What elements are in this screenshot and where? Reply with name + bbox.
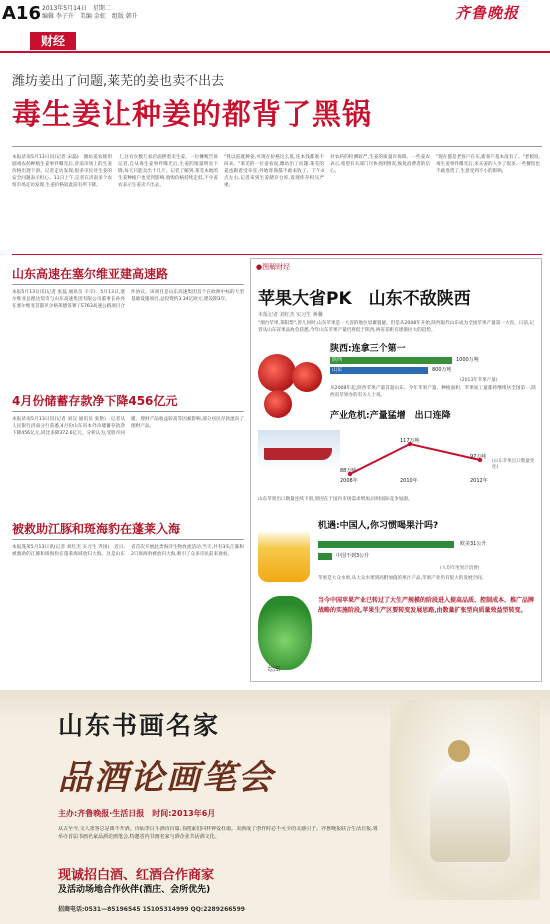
line-year: 2010年 xyxy=(400,478,418,484)
feature-conclusion: 当今中国苹果产业已转过了大生产规模的阶段进入提高品质、控制成本、推广品牌战略的实施阶段,苹果生产区要转变发展思路,由数量扩张型向质量效益型转变。 xyxy=(318,597,535,614)
bar-shaanxi xyxy=(330,357,452,364)
divider xyxy=(12,539,244,540)
bar-label: 陕西 xyxy=(332,357,343,363)
line-label: 117万吨 xyxy=(400,438,420,444)
article-body-dolphin: 本报蓬莱5月13日讯(记者 刘红杰 实习生 齐国) 近日,被救助的江豚和斑海豹在蓬莱海域放归大海。这是山东省首次开展此类海洋生物放流活动,当天,共有3头江豚和2只斑海豹被放归大海,吸引了众多市民前来观看。 xyxy=(12,545,244,557)
divider xyxy=(12,146,542,147)
feature-title: 苹果大省PK 山东不敌陕西 xyxy=(258,289,471,309)
line-label: 97万吨 xyxy=(470,454,487,460)
article-body-savings: 本报济南5月13日讯(记者 刘汉 通讯员 张艳) 记者从人民银行济南分行获悉,4月份山东省本外币储蓄存款净下降456亿元,同比多降372.6亿元。分析认为,受股市回暖、理财产品收益较高等因素影响,部分居民存款流向了理财产品。 xyxy=(12,417,244,436)
divider xyxy=(12,411,244,412)
ad-slogan-1: 现诚招白酒、红酒合作商家 xyxy=(58,868,215,883)
hbar-china xyxy=(318,553,332,560)
section-c-title: 机遇:中国人,你习惯喝果汁吗? xyxy=(318,521,439,531)
line-year: 2012年 xyxy=(470,478,488,484)
lead-headline: 毒生姜让种姜的都背了黑锅 xyxy=(12,97,373,131)
scholar-robe xyxy=(430,762,510,862)
article-title-dolphin: 被救助江豚和斑海豹在蓬莱入海 xyxy=(12,522,181,536)
lead-col-5: "现在都是老客户在买,新客户基本没有了。"老板说,毒生姜事件曝光后,来买姜的人少了很多,一些餐馆也不敢进货了,生意受到不小的影响。 xyxy=(436,155,540,174)
section-a-text: 从2008年起,陕西苹果产量首超山东。今年苹果产量、种植面积、苹果加工量都将继续居全国第一,陕西省苹果办的有关人士说。 xyxy=(330,386,536,398)
feature-byline: 本报记者 刘红杰 实习生 蒋馨 xyxy=(258,312,323,318)
feature-intro: "烟台苹果,莱阳梨",曾几何时,山东苹果是一大省的地位毋庸置疑。但是从2008年开始,陕西取代山东成为全国苹果产量第一大省。日前,记者从山东省果品协会获悉,今年山东苹果产量仍将低于陕西,两省差距有逐渐拉大的趋势。 xyxy=(258,321,534,333)
divider xyxy=(12,254,542,255)
lead-col-4: 对农药的检测较严,生姜的质量有保障。一些姜农表示,希望有关部门尽快查明情况,恢复消费者的信心。 xyxy=(330,155,430,174)
ad-hotline: 招商电话:0531—85196545 15105314999 QQ:2289266599 xyxy=(58,906,245,913)
section-rule xyxy=(0,51,550,53)
lead-col-2: 上,这有少数几家店面摆着卖生姜。一位摊贩告诉记者,自从毒生姜事件曝光后,生姜的销量明显下降,每天只能卖出十几斤。记者了解到,莱芜本地的生姜种植户也受到影响,收购价格持续走低,不少姜农表示生姜卖不出去。 xyxy=(118,155,218,188)
apple-image xyxy=(264,390,292,418)
ad-body: 从古至今,文人墨客总是离不开酒。诗仙李白斗酒诗百篇,书画家们同样钟爱杜康。美酒成了创作时必不可少的灵感引子。齐鲁晚报联合生活日报,将举办首届书画名家品酒论画笔会,特邀省内书画名家与酒企业共话酒文化。 xyxy=(58,826,378,840)
line-series xyxy=(350,444,480,474)
lead-col-3: "我以前就种姜,可现在价格这么低,连本钱都收不回来。"莱芜的一位姜农说,潍坊出了问题,莱芜的姜也跟着受牵连,外地客商都不敢来收了。下午4点左右,记者来到生姜储存仓库,发现库存积压严重。 xyxy=(224,155,324,188)
page-number: A16 xyxy=(2,3,41,24)
scholar-head xyxy=(448,740,470,762)
bar-label: 山东 xyxy=(332,367,343,373)
divider xyxy=(12,284,244,285)
bar-value: 1000万吨 xyxy=(456,357,479,363)
line-note: (山东苹果出口数量变化) xyxy=(492,459,535,470)
juice-glass-image xyxy=(258,530,310,582)
ad-calligraphy: 品酒论画笔会 xyxy=(58,758,274,798)
hbar-value: 中国不到3公升 xyxy=(336,553,370,559)
ad-organizer: 主办:齐鲁晚报·生活日报 时间:2013年6月 xyxy=(58,809,216,818)
feature-tag: ●图解财经 xyxy=(256,263,291,271)
bar-shandong xyxy=(330,367,428,374)
bar-value: 800万吨 xyxy=(432,367,452,373)
ad-title: 山东书画名家 xyxy=(58,711,221,740)
apple-image xyxy=(258,354,296,392)
masthead-logo: 齐鲁晚报 xyxy=(455,4,520,22)
hbar-note: (人均年度果汁消费) xyxy=(440,566,480,571)
article-body-highway: 本报5月13日讯(记者 张磊 通讯员 辛辛) 5月13日,塞尔维亚总理达契奇与山东高速集团有限公司董事长孙亮在塞尔维亚首都贝尔格莱德签署了E763高速公路项目合作协议。该项目是山东高速集团首个在欧洲中标的大型基础设施项目,总投资约3.34亿欧元,建设期3年。 xyxy=(12,290,244,309)
section-c-text: 苹果是大众水果,从大众水果到高附加值的果汁产品,苹果产业仍有很大的发展空间。 xyxy=(318,576,487,581)
dateline: 2013年5月14日 星期二 编辑 李子升 美编 金虹 组版 韩升 xyxy=(42,5,138,20)
bar-note: (2013年苹果产量) xyxy=(460,378,498,383)
image-caption: 绘图 xyxy=(268,666,281,673)
ad-slogan-2: 及活动场地合作伙伴(酒庄、会所优先) xyxy=(58,885,211,895)
line-label: 88万吨 xyxy=(340,468,357,474)
apple-image xyxy=(292,362,322,392)
section-b-title: 产业危机:产量猛增 出口连降 xyxy=(330,411,451,421)
section-tab: 财经 xyxy=(30,32,76,50)
line-year: 2008年 xyxy=(340,478,358,484)
ship-hull-icon xyxy=(264,448,332,460)
green-apple-image xyxy=(258,596,312,670)
section-a-title: 陕西:连拿三个第一 xyxy=(330,344,406,354)
hbar-value: 欧美31公升 xyxy=(460,541,487,547)
hbar-europe xyxy=(318,541,454,548)
section-b-text: 山东苹果出口数量连续下滑,原因在于国内市场需求增加,同时国际竞争加剧。 xyxy=(258,497,413,502)
lead-subhead: 潍坊姜出了问题,莱芜的姜也卖不出去 xyxy=(12,74,225,89)
lead-col-1: 本报济南5月13日讯(记者 宋磊) 潍坊姜农使用剧毒农药种植生姜事件曝光后,济南市场上的生姜价格出现下滑。记者走访发现,很多市民对生姜的安全问题表示担心。11日上午,记者在济南多个农贸市场走访发现,生姜价格较此前有所下降。 xyxy=(12,155,112,188)
article-title-savings: 4月份储蓄存款净下降456亿元 xyxy=(12,394,178,408)
article-title-highway: 山东高速在塞尔维亚建高速路 xyxy=(12,267,169,281)
